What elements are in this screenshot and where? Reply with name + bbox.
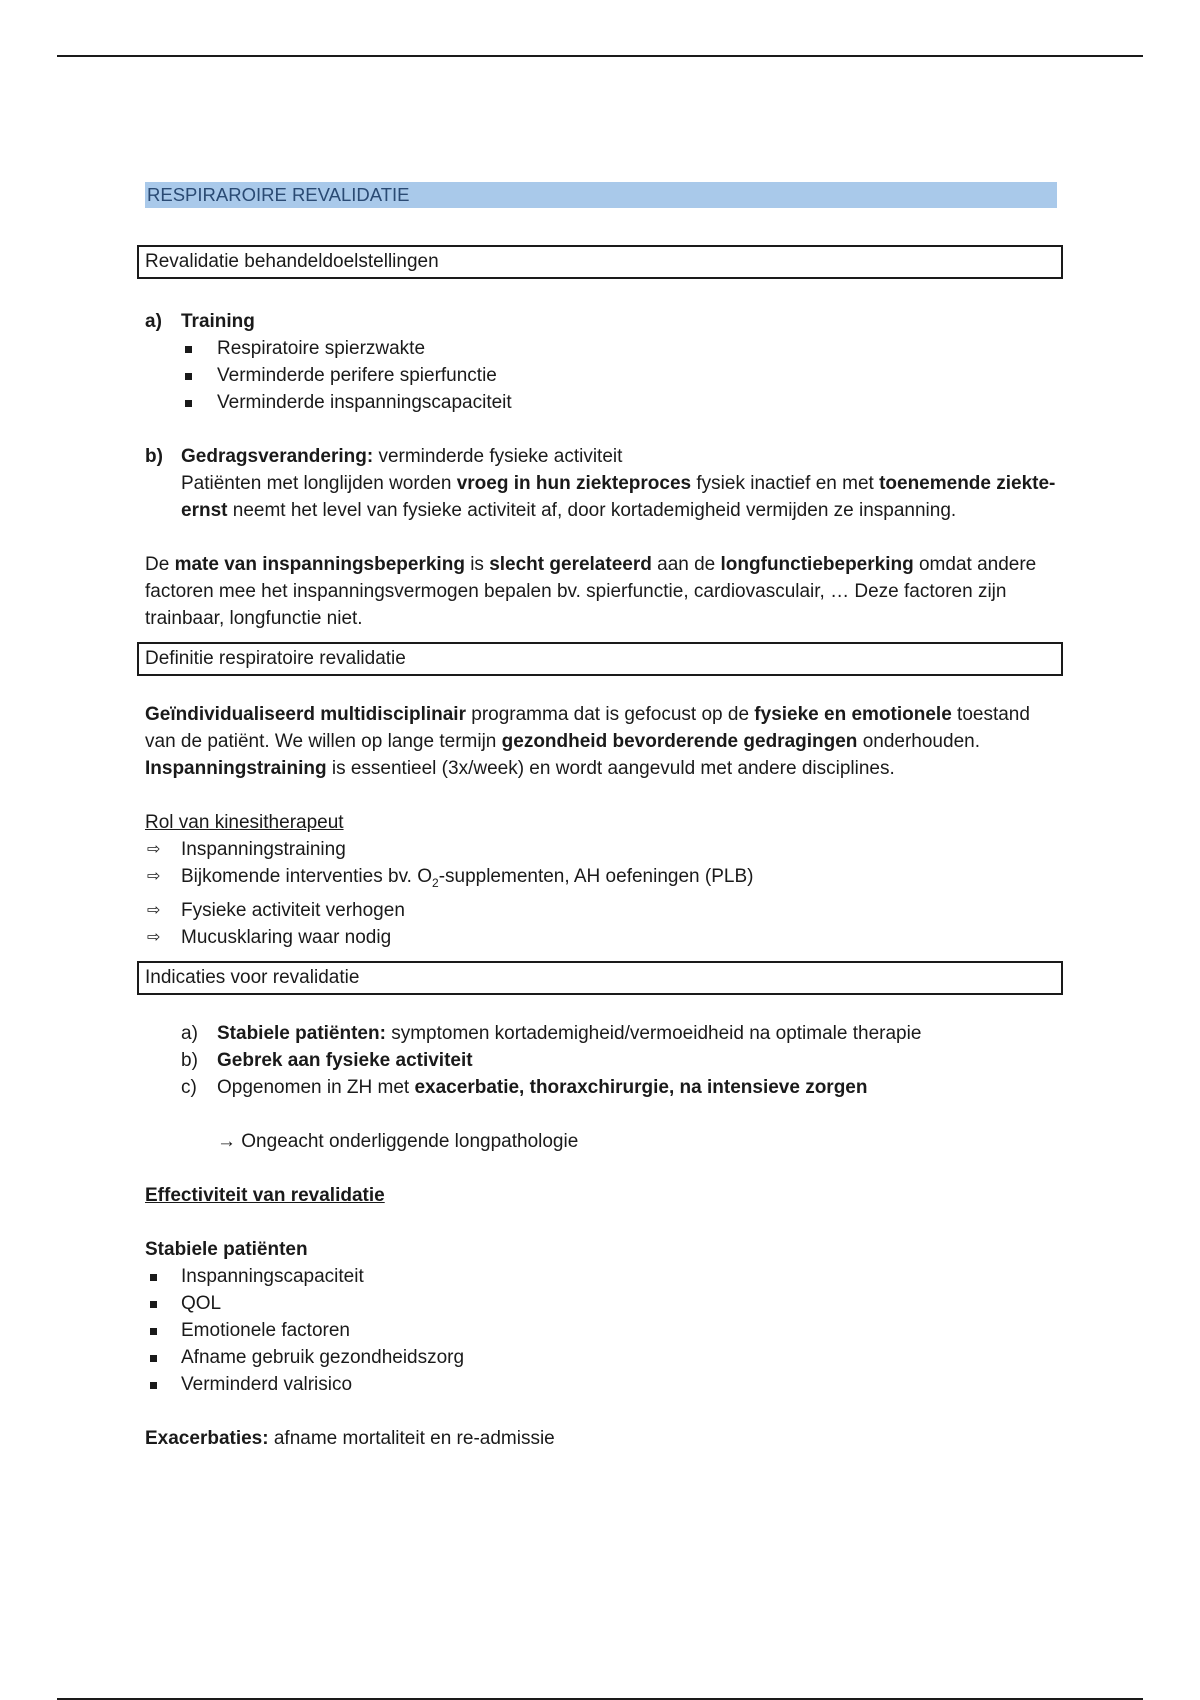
document-page (145, 182, 1065, 1452)
section-a-label: a) (145, 311, 162, 332)
list-item: ⇨ Inspanningstraining (145, 836, 1065, 863)
bullet-square-icon (150, 1274, 157, 1281)
section-b-paragraph: Patiënten met longlijden worden vroeg in hun ziekteproces fysiek inactief en met toenemende ziekte-ernst neemt het level van fysieke activiteit af, door kortademigheid vermijden ze inspanning. (181, 473, 1056, 521)
arrow-right-icon: ⇨ (147, 841, 161, 858)
box-heading-doelstellingen: Revalidatie behandeldoelstellingen (137, 245, 1063, 279)
list-item: Verminderd valrisico (145, 1371, 1065, 1398)
list-item: c) Opgenomen in ZH met exacerbatie, thoraxchirurgie, na intensieve zorgen (181, 1076, 868, 1098)
list-item: ⇨ Fysieke activiteit verhogen (145, 897, 1065, 924)
indicaties-list (145, 1020, 1065, 1101)
list-item: QOL (145, 1290, 1065, 1317)
box-heading-indicaties: Indicaties voor revalidatie (137, 961, 1063, 995)
box-heading-definitie: Definitie respiratoire revalidatie (137, 642, 1063, 676)
list-item: ⇨ Bijkomende interventies bv. $O_2$-supplementen, AH oefeningen (PLB) (145, 863, 1065, 897)
effectiviteit-list (145, 1263, 1065, 1398)
list-item: b) Gebrek aan fysieke activiteit (181, 1049, 473, 1071)
list-item: Verminderde inspanningscapaciteit (145, 389, 1065, 416)
list-item: Inspanningscapaciteit (145, 1263, 1065, 1290)
list-item: Verminderde perifere spierfunctie (145, 362, 1065, 389)
arrow-right-icon: ⇨ (147, 928, 161, 946)
arrow-right-icon: ⇨ (147, 868, 161, 885)
bullet-square-icon (185, 373, 192, 380)
effectiviteit-heading: Effectiviteit van revalidatie (145, 1184, 385, 1206)
bullet-square-icon (150, 1301, 157, 1308)
list-item: a) Stabiele patiënten: symptomen kortademigheid/vermoeidheid na optimale therapie (181, 1022, 922, 1044)
section-a-title: Training (181, 311, 255, 332)
paragraph-definitie: Geïndividualiseerd multidisciplinair programma dat is gefocust op de fysieke en emotionele toestand van de patiënt. We willen op lange termijn gezondheid bevorderende gedragingen onderhouden. Inspanningstraining is essentieel (3x/week) en wordt aangevuld met andere disciplines. (145, 704, 1030, 779)
rol-heading: Rol van kinesitherapeut (145, 812, 344, 833)
paragraph-inspanningsbeperking: De mate van inspanningsbeperking is slecht gerelateerd aan de longfunctiebeperking omdat andere factoren mee het inspanningsvermogen bepalen bv. spierfunctie, cardiovasculair, … Deze factoren zijn trainbaar, longfunctie niet. (145, 554, 1037, 629)
list-item: Respiratoire spierzwakte (145, 335, 1065, 362)
bullet-square-icon (185, 346, 192, 353)
section-b-heading: b) Gedragsverandering: verminderde fysieke activiteit (145, 443, 1065, 470)
exacerbaties-line: Exacerbaties: afname mortaliteit en re-admissie (145, 1427, 555, 1449)
bullet-square-icon (150, 1328, 157, 1335)
list-item: Afname gebruik gezondheidszorg (145, 1344, 1065, 1371)
training-list (145, 335, 1065, 416)
header-rule (57, 55, 1143, 57)
bullet-square-icon (150, 1382, 157, 1389)
stabiel-heading: Stabiele patiënten (145, 1238, 308, 1260)
rol-list (145, 836, 1065, 951)
main-heading: RESPIRAROIRE REVALIDATIE (145, 182, 1057, 208)
bullet-square-icon (185, 400, 192, 407)
list-item: ⇨ Mucusklaring waar nodig (145, 924, 1065, 951)
list-item: Emotionele factoren (145, 1317, 1065, 1344)
section-b-label: b) (145, 446, 163, 467)
bullet-square-icon (150, 1355, 157, 1362)
section-a-heading (145, 308, 1065, 335)
indicaties-note: → Ongeacht onderliggende longpathologie (217, 1130, 579, 1152)
arrow-right-icon: ⇨ (147, 901, 161, 919)
